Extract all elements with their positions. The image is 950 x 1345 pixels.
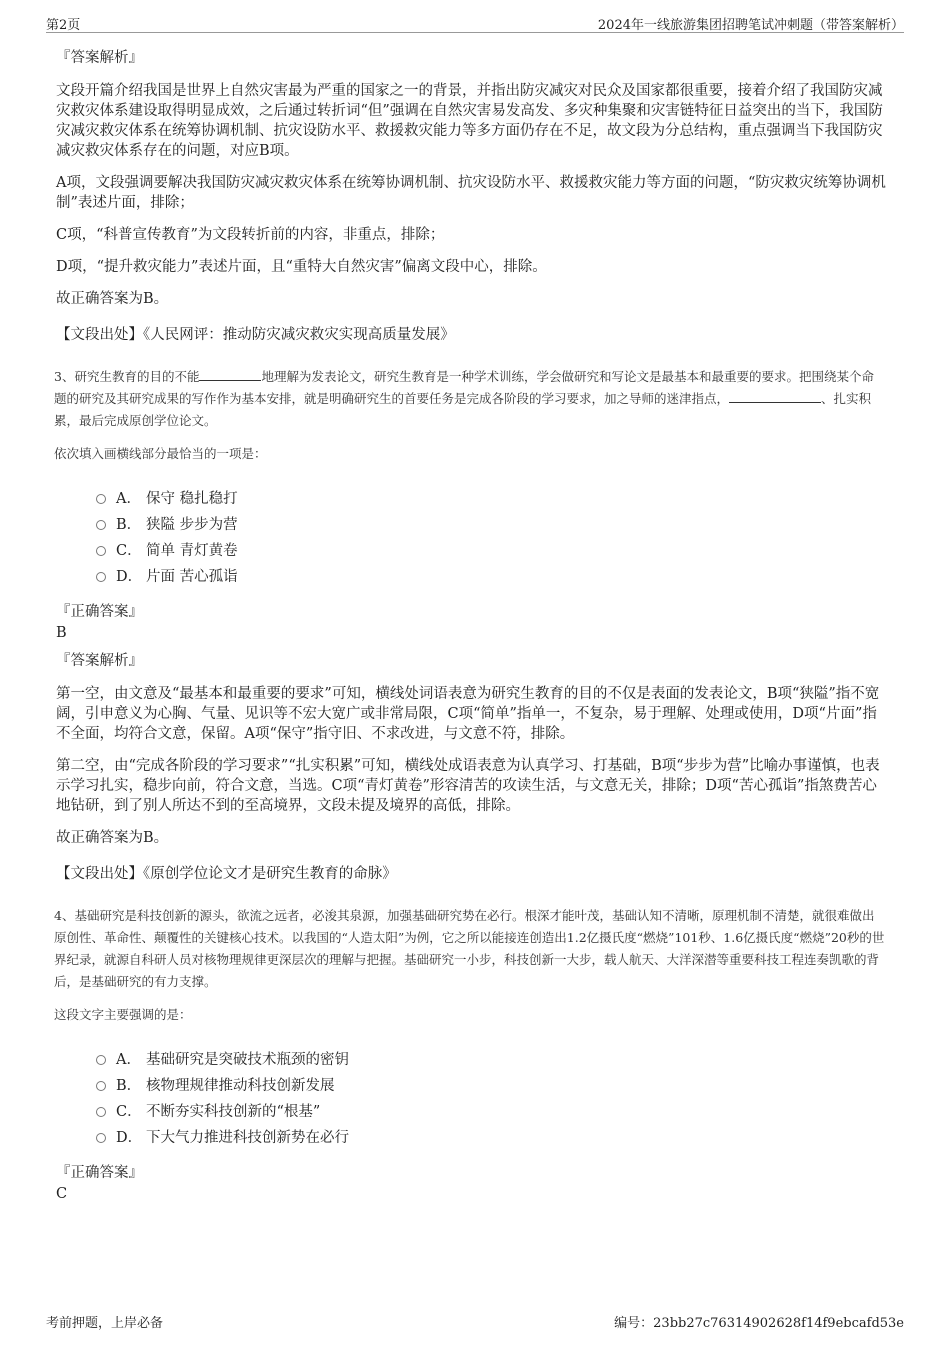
question-4-options bbox=[96, 1045, 886, 1149]
radio-icon[interactable] bbox=[96, 520, 106, 530]
fill-blank-1 bbox=[199, 368, 261, 381]
question-4-stem: 4、基础研究是科技创新的源头，欲流之远者，必浚其泉源，加强基础研究势在必行。根深才能叶茂，基础认知不清晰，原理机制不清楚，就很难做出原创性、革命性、颠覆性的关键核心技术。以我国的“人造太阳”为例，它之所以能接连创造出1.2亿摄氏度“燃烧”101秒、1.6亿摄氏度“燃烧”20秒的世界纪录，就源自科研人员对核物理规律更深层次的理解与把握。基础研究一小步，科技创新一大步，载人航天、大洋深潜等重要科技工程连奏凯歌的背后，是基础研究的有力支撑。 bbox=[54, 908, 885, 989]
analysis-label: 『答案解析』 bbox=[56, 50, 143, 66]
question-3-text-3: 、扎实积累，最后完成原创学位论文。 bbox=[54, 391, 872, 428]
radio-icon[interactable] bbox=[96, 572, 106, 582]
question-3-stem bbox=[54, 366, 886, 432]
page-footer bbox=[46, 1312, 904, 1332]
page-number: 第2页 bbox=[46, 18, 81, 33]
page-header bbox=[46, 12, 904, 33]
question-3-options bbox=[96, 484, 886, 588]
document-code: 编号：23bb27c76314902628f14f9ebcafd53e bbox=[614, 1316, 904, 1331]
analysis-paragraph: 文段开篇介绍我国是世界上自然灾害最为严重的国家之一的背景，并指出防灾减灾对民众及国家都很重要，接着介绍了我国防灾减灾救灾体系建设取得明显成效，之后通过转折词“但”强调在自然灾害易发高发、多灾种集聚和灾害链特征日益突出的当下，我国防灾减灾救灾体系在统筹协调机制、抗灾设防水平、救援救灾能力等多方面仍存在不足，故文段为分总结构，重点强调当下我国防灾减灾救灾体系存在的问题，对应B项。 bbox=[56, 83, 883, 159]
analysis-paragraph: 第一空，由文意及“最基本和最重要的要求”可知，横线处词语表意为研究生教育的目的不仅是表面的发表论文，B项“狭隘”指不宽阔，引申意义为心胸、气量、见识等不宏大宽广或非常局限，C项“简单”指单一，不复杂，易于理解、处理或使用，D项“片面”指不全面，均符合文意，保留。A项“保守”指守旧、不求改进，与文意不符，排除。 bbox=[56, 686, 880, 742]
analysis-paragraph: 故正确答案为B。 bbox=[56, 291, 169, 307]
analysis-paragraph: A项，文段强调要解决我国防灾减灾救灾体系在统筹协调机制、抗灾设防水平、救援救灾能力等方面的问题，“防灾救灾统筹协调机制”表述片面，排除； bbox=[56, 175, 886, 211]
option-b[interactable]: B． 狭隘 步步为营 bbox=[96, 510, 886, 536]
question-4-prompt: 这段文字主要强调的是： bbox=[54, 1007, 192, 1022]
radio-icon[interactable] bbox=[96, 494, 106, 504]
analysis-paragraph: C项，“科普宣传教育”为文段转折前的内容，非重点，排除； bbox=[56, 227, 445, 243]
option-c[interactable]: C． 简单 青灯黄卷 bbox=[96, 536, 886, 562]
analysis-label: 『答案解析』 bbox=[56, 653, 143, 669]
option-d[interactable]: D． 片面 苦心孤诣 bbox=[96, 562, 886, 588]
question-3-prompt: 依次填入画横线部分最恰当的一项是： bbox=[54, 446, 267, 461]
option-c[interactable]: C． 不断夯实科技创新的“根基” bbox=[96, 1097, 886, 1123]
question-3-text-1: 3、研究生教育的目的不能 bbox=[54, 369, 200, 384]
correct-answer: C bbox=[56, 1186, 68, 1202]
answer-label: 『正确答案』 bbox=[56, 604, 143, 620]
analysis-paragraph: 第二空，由“完成各阶段的学习要求”“扎实积累”可知，横线处成语表意为认真学习、打基础，B项“步步为营”比喻办事谨慎，也表示学习扎实，稳步向前，符合文意，当选。C项“青灯黄卷”形容清苦的攻读生活，与文意无关，排除；D项“苦心孤诣”指煞费苦心地钻研，到了别人所达不到的至高境界，文段未提及境界的高低，排除。 bbox=[56, 758, 880, 814]
option-b[interactable]: B． 核物理规律推动科技创新发展 bbox=[96, 1071, 886, 1097]
radio-icon[interactable] bbox=[96, 1055, 106, 1065]
correct-answer: B bbox=[56, 625, 67, 641]
footer-slogan: 考前押题，上岸必备 bbox=[46, 1316, 164, 1331]
page-content bbox=[56, 46, 886, 1210]
analysis-paragraph: 故正确答案为B。 bbox=[56, 830, 169, 846]
analysis-paragraph: D项，“提升救灾能力”表述片面，且“重特大自然灾害”偏离文段中心，排除。 bbox=[56, 259, 547, 275]
document-title: 2024年一线旅游集团招聘笔试冲刺题（带答案解析） bbox=[597, 18, 904, 33]
radio-icon[interactable] bbox=[96, 1133, 106, 1143]
answer-label: 『正确答案』 bbox=[56, 1165, 143, 1181]
radio-icon[interactable] bbox=[96, 1107, 106, 1117]
option-a[interactable]: A． 保守 稳扎稳打 bbox=[96, 484, 886, 510]
fill-blank-2 bbox=[729, 390, 821, 403]
option-a[interactable]: A． 基础研究是突破技术瓶颈的密钥 bbox=[96, 1045, 886, 1071]
source-citation: 【文段出处】《人民网评：推动防灾减灾救灾实现高质量发展》 bbox=[56, 327, 455, 343]
source-citation: 【文段出处】《原创学位论文才是研究生教育的命脉》 bbox=[56, 866, 397, 882]
question-3-text-2: 地理解为发表论文，研究生教育是一种学术训练，学会做研究和写论文是最基本和最重要的要求。把围绕某个命题的研究及其研究成果的写作作为基本安排，就是明确研究生的首要任务是完成各阶段的学习要求，加之导师的迷津指点， bbox=[54, 369, 874, 406]
radio-icon[interactable] bbox=[96, 1081, 106, 1091]
radio-icon[interactable] bbox=[96, 546, 106, 556]
option-d[interactable]: D． 下大气力推进科技创新势在必行 bbox=[96, 1123, 886, 1149]
